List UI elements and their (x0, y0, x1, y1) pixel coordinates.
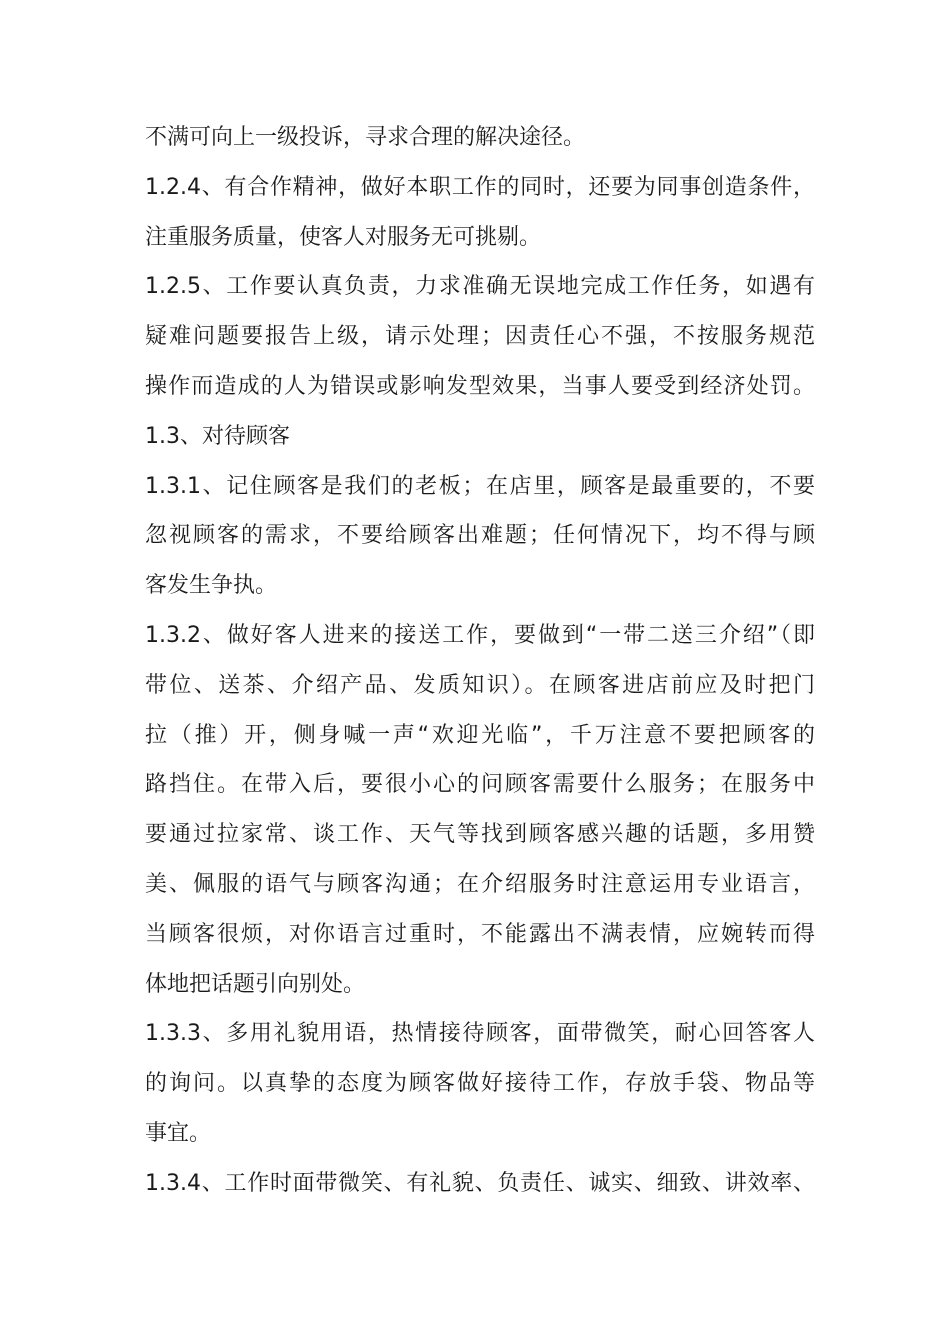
text-line: 忽视顾客的需求，不要给顾客出难题；任何情况下，均不得与顾 (145, 523, 815, 549)
text-line: 体地把话题引向别处。 (145, 971, 366, 997)
text-line: 1.3.3、多用礼貌用语，热情接待顾客，面带微笑，耐心回答客人 (145, 1021, 815, 1047)
text-line: 1.3.4、工作时面带微笑、有礼貌、负责任、诚实、细致、讲效率、 (145, 1170, 815, 1196)
document-body (145, 113, 815, 1209)
section-heading: 1.3、对待顾客 (145, 423, 290, 449)
text-line: 拉（推）开，侧身喊一声“欢迎光临”，千万注意不要把顾客的 (145, 722, 815, 748)
text-line: 带位、送茶、介绍产品、发质知识）。在顾客进店前应及时把门 (145, 672, 815, 698)
text-line: 的询问。以真挚的态度为顾客做好接待工作，存放手袋、物品等 (145, 1071, 815, 1097)
text-line: 1.2.5、工作要认真负责，力求准确无误地完成工作任务，如遇有 (145, 274, 815, 300)
text-line: 要通过拉家常、谈工作、天气等找到顾客感兴趣的话题，多用赞 (145, 822, 815, 848)
text-line: 操作而造成的人为错误或影响发型效果，当事人要受到经济处罚。 (145, 373, 815, 399)
text-line: 1.3.1、记住顾客是我们的老板；在店里，顾客是最重要的，不要 (145, 473, 815, 499)
text-line: 1.3.2、做好客人进来的接送工作，要做到“一带二送三介绍”（即 (145, 622, 815, 648)
text-line: 疑难问题要报告上级，请示处理；因责任心不强，不按服务规范 (145, 324, 815, 350)
text-line: 不满可向上一级投诉，寻求合理的解决途径。 (145, 125, 586, 150)
text-line: 事宜。 (145, 1120, 212, 1146)
text-line: 注重服务质量，使客人对服务无可挑剔。 (145, 224, 542, 250)
text-line: 美、佩服的语气与顾客沟通；在介绍服务时注意运用专业语言， (145, 871, 815, 897)
text-line: 1.2.4、有合作精神，做好本职工作的同时，还要为同事创造条件， (145, 174, 815, 200)
text-line: 当顾客很烦，对你语言过重时，不能露出不满表情，应婉转而得 (145, 921, 815, 947)
text-line: 客发生争执。 (145, 573, 278, 599)
text-line: 路挡住。在带入后，要很小心的问顾客需要什么服务；在服务中 (145, 772, 815, 798)
